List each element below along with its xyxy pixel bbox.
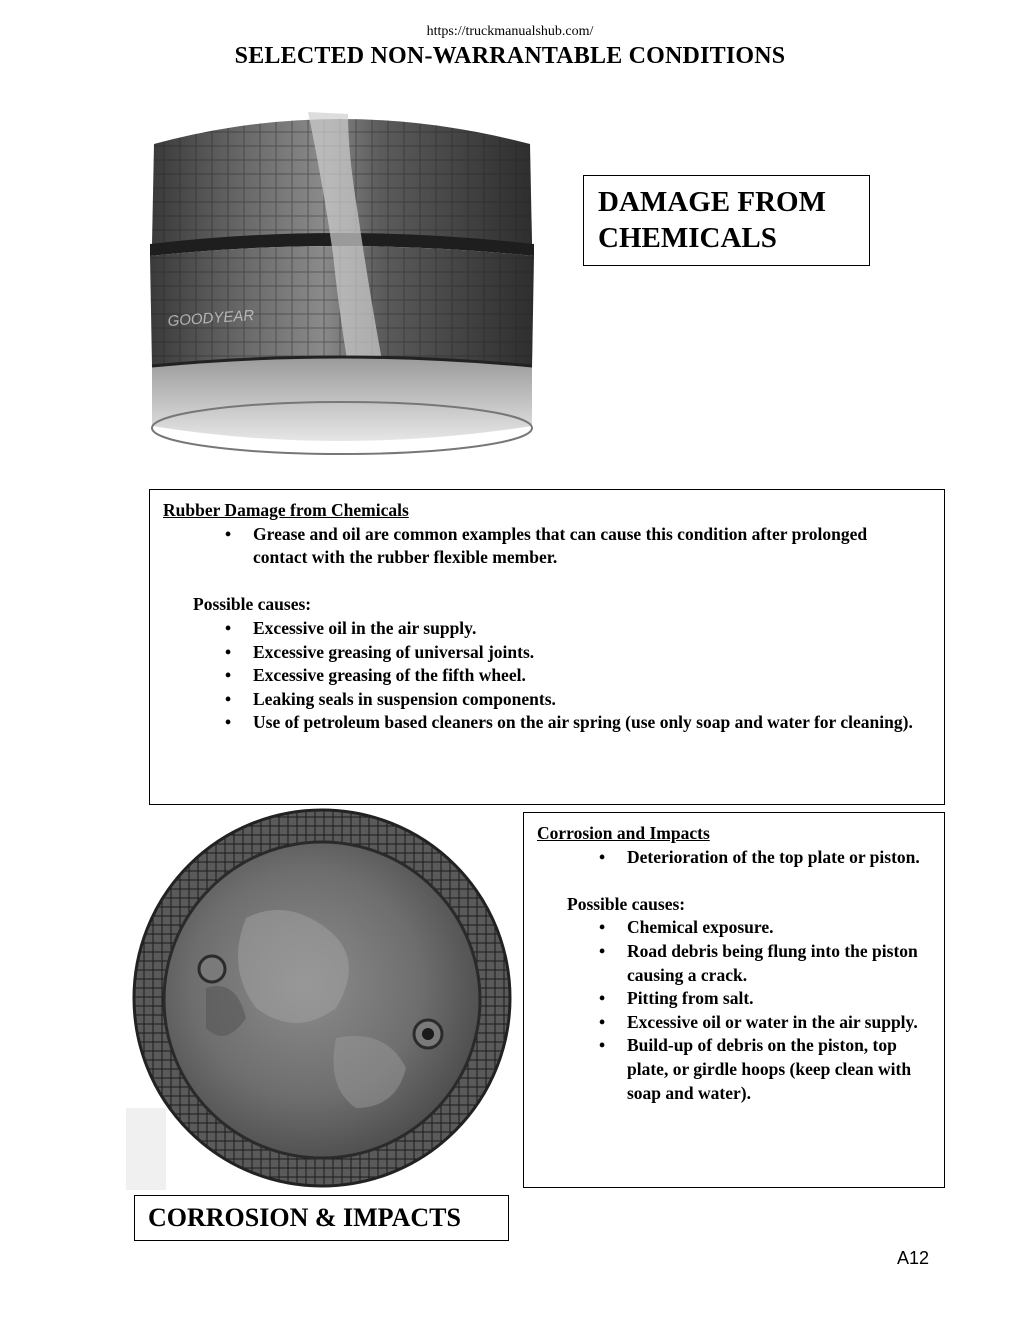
- bullet-icon: •: [599, 917, 606, 938]
- bullet-icon: •: [599, 846, 606, 867]
- bullet-icon: •: [225, 617, 232, 638]
- causes-label: Possible causes:: [193, 594, 312, 615]
- label-line-1: DAMAGE FROM: [598, 186, 826, 218]
- list-item: • Excessive greasing of the fifth wheel.: [163, 664, 920, 688]
- bullet-icon: •: [225, 712, 232, 733]
- list-item: • Excessive greasing of universal joints.: [163, 641, 920, 665]
- list-item: • Road debris being flung into the piston causing a crack.: [599, 940, 918, 985]
- bullet-icon: •: [225, 665, 232, 686]
- list-item: • Grease and oil are common examples that can cause this condition after prolonged contact with the rubber flexible member.: [225, 523, 868, 568]
- bullet-icon: •: [599, 988, 606, 1009]
- list-item: • Build-up of debris on the piston, top plate, or girdle hoops (keep clean with soap and water).: [599, 1035, 912, 1103]
- bullet-icon: •: [225, 688, 232, 709]
- source-url: https://truckmanualshub.com/: [426, 24, 594, 39]
- label-line-2: CHEMICALS: [598, 222, 777, 254]
- tire-marking-text: GOODYEAR: [167, 306, 255, 330]
- list-item: • Leaking seals in suspension components.: [163, 688, 920, 712]
- damage-from-chemicals-label: [583, 175, 870, 266]
- intro-list: [163, 523, 920, 570]
- rubber-damage-section: [149, 489, 945, 805]
- section-heading: Rubber Damage from Chemicals: [163, 500, 409, 520]
- list-item: • Deterioration of the top plate or piston.: [537, 846, 928, 870]
- bullet-icon: •: [225, 641, 232, 662]
- corrosion-impacts-label: CORROSION & IMPACTS: [134, 1195, 509, 1241]
- section-heading: Corrosion and Impacts: [537, 823, 710, 843]
- list-item: • Excessive oil or water in the air supply.: [537, 1011, 928, 1035]
- causes-list: [163, 617, 920, 735]
- intro-list: [537, 846, 928, 870]
- list-item: • Excessive oil in the air supply.: [163, 617, 920, 641]
- bullet-icon: •: [599, 1011, 606, 1032]
- causes-list: [537, 916, 928, 1105]
- page-number: A12: [897, 1248, 930, 1268]
- bullet-icon: •: [599, 940, 606, 961]
- corrosion-impacts-section: [523, 812, 945, 1188]
- corroded-top-plate-photo: [126, 808, 518, 1190]
- list-item: • Chemical exposure.: [537, 916, 928, 940]
- page-title: SELECTED NON-WARRANTABLE CONDITIONS: [234, 43, 786, 69]
- bullet-icon: •: [225, 523, 232, 544]
- air-spring-chemical-damage-photo: [148, 104, 536, 466]
- list-item: • Pitting from salt.: [537, 987, 928, 1011]
- bullet-icon: •: [599, 1035, 606, 1056]
- list-item: • Use of petroleum based cleaners on the air spring (use only soap and water for cleaning).: [163, 711, 920, 735]
- causes-label: Possible causes:: [567, 893, 686, 914]
